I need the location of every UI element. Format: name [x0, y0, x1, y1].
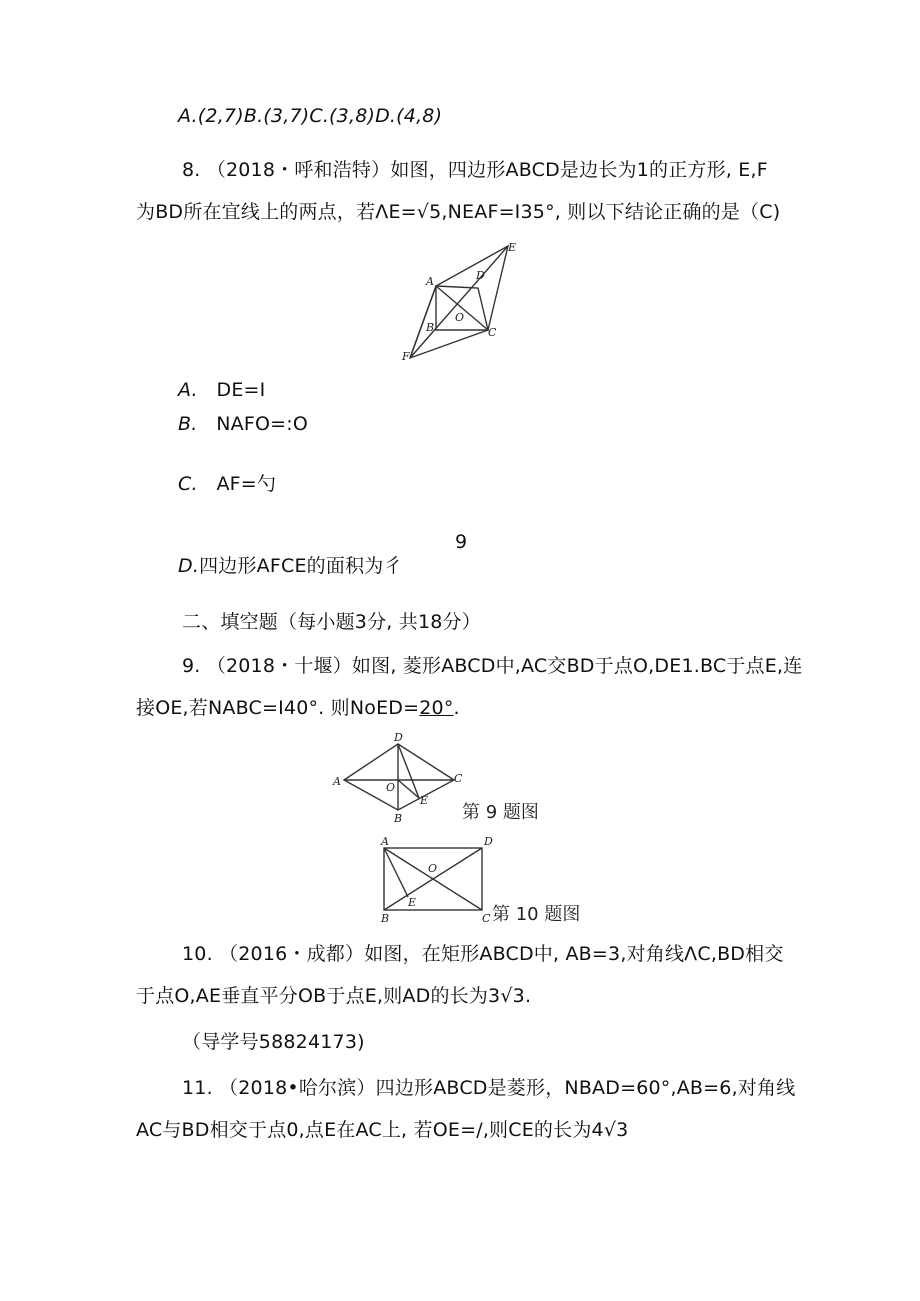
- q8-option-c: [178, 472, 276, 496]
- q7-options: A.(2,7)B.(3,7)C.(3,8)D.(4,8): [178, 105, 443, 127]
- q10-line1: 10. （2016・成都）如图，在矩形ABCD中, AB=3,对角线ΛC,BD相交: [182, 943, 784, 965]
- q9-caption: 第 9 题图: [462, 802, 539, 823]
- q8-stray-number: 9: [455, 531, 468, 553]
- q9-line2: [136, 696, 460, 720]
- q8-diagonal-bd: [410, 246, 508, 358]
- q8-option-c-text: AF=勺: [216, 473, 277, 495]
- q10-label-b: B: [381, 912, 390, 925]
- q9-label-b: B: [394, 812, 403, 825]
- q11-line1: 11. （2018•哈尔滨）四边形ABCD是菱形，NBAD=60°,AB=6,对角线: [182, 1077, 796, 1099]
- q8-option-d: [178, 554, 403, 578]
- q9-line1: 9. （2018・十堰）如图, 菱形ABCD中,AC交BD于点O,DE1.BC于点E,连: [182, 655, 803, 677]
- q10-caption: 第 10 题图: [492, 904, 581, 925]
- q8-figure: [396, 238, 530, 368]
- q8-label-f: F: [402, 350, 410, 363]
- q8-label-a: A: [426, 275, 434, 288]
- q9-label-d: D: [394, 731, 403, 744]
- q8-line1: 8. （2018・呼和浩特）如图，四边形ABCD是边长为1的正方形, E,F: [182, 159, 768, 181]
- q8-option-d-text: 四边形AFCE的面积为彳: [199, 555, 403, 577]
- q8-label-e: E: [508, 241, 517, 254]
- q8-option-b-text: NAFO=:O: [216, 413, 308, 435]
- q10-label-o: O: [428, 862, 438, 875]
- q10-label-d: D: [484, 835, 493, 848]
- q9-label-e: E: [420, 794, 429, 807]
- q8-line2: 为BD所在宜线上的两点，若ΛE=√5,NEAF=I35°, 则以下结论正确的是（C): [136, 201, 781, 223]
- section2-title: 二、填空题（每小题3分, 共18分）: [182, 611, 481, 633]
- q9-label-a: A: [333, 775, 341, 788]
- q10-label-c: C: [482, 912, 491, 925]
- q9-figure: [330, 731, 560, 830]
- q9-line2-end: .: [453, 697, 460, 719]
- q8-option-a-text: DE=I: [216, 379, 266, 401]
- q8-option-a-letter: A.: [178, 379, 198, 401]
- q8-option-a: [178, 378, 265, 402]
- q10-line2: 于点O,AE垂直平分OB于点E,则AD的长为3√3.: [136, 985, 532, 1007]
- q8-option-b-letter: B.: [178, 413, 198, 435]
- q10-line3: （导学号58824173): [182, 1031, 365, 1053]
- q11-line2: AC与BD相交于点0,点E在AC上, 若OE=/,则CE的长为4√3: [136, 1119, 629, 1141]
- q8-option-b: [178, 412, 308, 436]
- q8-option-d-letter: D.: [178, 555, 200, 577]
- q10-figure: [372, 834, 602, 930]
- q9-rhombus-abcd: [344, 744, 454, 810]
- q9-line2-text: 接OE,若NABC=I40°. 则NoED=: [136, 697, 420, 719]
- q10-label-a: A: [381, 835, 389, 848]
- q9-answer: 20°: [419, 697, 454, 719]
- q10-label-e: E: [408, 896, 417, 909]
- q9-label-o: O: [386, 781, 396, 794]
- q8-label-o: O: [455, 311, 465, 324]
- q8-label-c: C: [488, 326, 497, 339]
- q9-label-c: C: [454, 772, 463, 785]
- q8-label-b: B: [426, 321, 435, 334]
- q8-label-d: D: [476, 269, 485, 282]
- q8-option-c-letter: C.: [178, 473, 198, 495]
